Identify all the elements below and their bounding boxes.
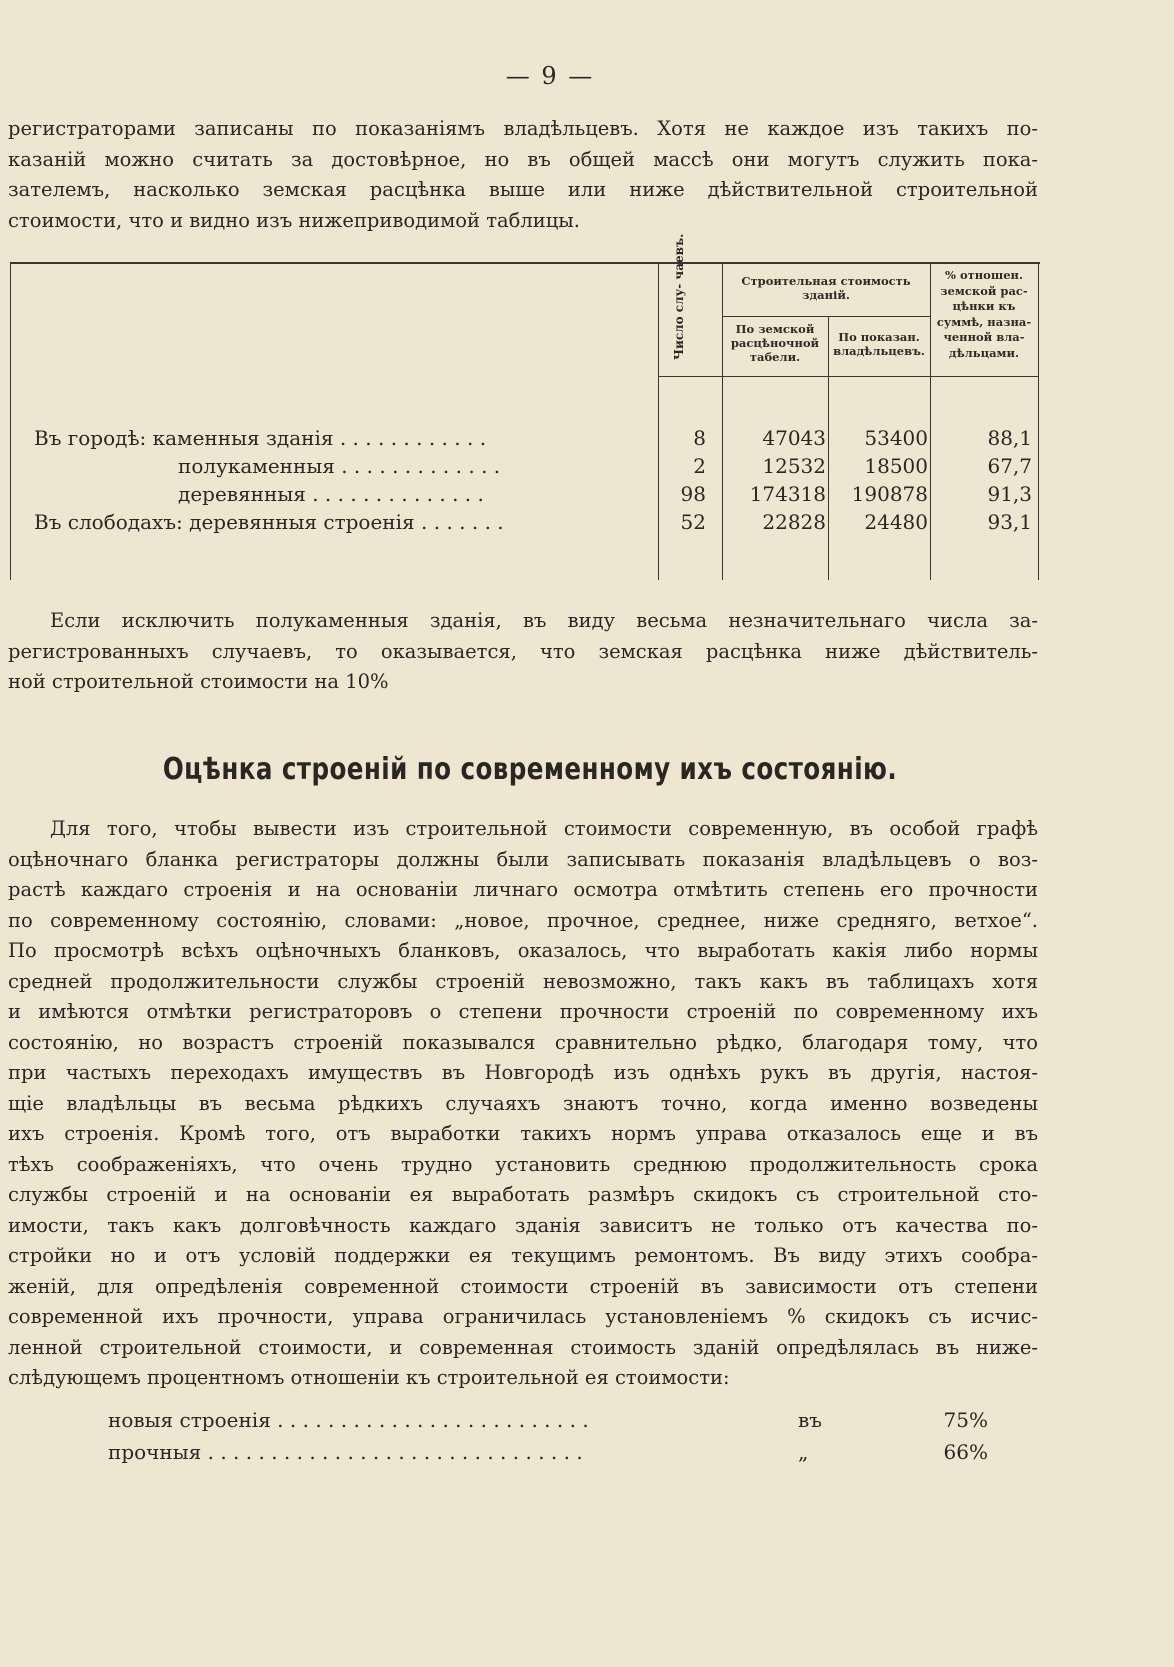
text-line: зателемъ, насколько земская расцѣнка выше или ниже дѣйствительной строительной <box>8 178 1038 201</box>
paragraph-assessment <box>8 814 1038 1394</box>
item-prefix: „ <box>798 1440 809 1464</box>
row-owner: 24480 <box>864 510 928 534</box>
table-row <box>10 482 1040 510</box>
paragraph-intro <box>8 114 1038 236</box>
header-count: Число слу- чаевъ. <box>672 233 686 360</box>
row-count: 98 <box>680 482 706 506</box>
text-line: оцѣночнаго бланка регистраторы должны были записывать показанія владѣльцевъ о воз- <box>8 847 1038 871</box>
text-line: по современному состоянію, словами: „новое, прочное, среднее, ниже средняго, ветхое“. <box>8 908 1038 932</box>
row-count: 52 <box>680 510 706 534</box>
table-row <box>10 510 1040 538</box>
row-percent: 88,1 <box>987 426 1032 450</box>
text-line: Для того, чтобы вывести изъ строительной стоимости современную, въ особой графѣ <box>50 817 1038 840</box>
text-line: ной строительной стоимости на 10% <box>8 670 389 693</box>
row-count: 2 <box>693 454 706 478</box>
text-line: женій, для опредѣленія современной стоимости строеній въ зависимости отъ степени <box>8 1274 1038 1298</box>
table-row <box>10 426 1040 454</box>
cost-comparison-table <box>10 233 1040 580</box>
item-percent: 75% <box>943 1408 988 1432</box>
text-line: и имѣются отмѣтки регистраторовъ о степени прочности строеній по современному ихъ <box>8 1000 1038 1023</box>
header-construction-cost: Строительная стоимость зданій. <box>741 274 911 302</box>
text-line: состоянію, но возрастъ строеній показывался сравнительно рѣдко, благодаря тому, что <box>8 1030 1038 1054</box>
text-line: службы строеній и на основаніи ея выработать размѣръ скидокъ съ строительной сто- <box>8 1183 1038 1206</box>
row-count: 8 <box>693 426 706 450</box>
row-zemsky: 12532 <box>762 454 826 478</box>
row-percent: 93,1 <box>987 510 1032 534</box>
text-line: тѣхъ соображеніяхъ, что очень трудно установить среднюю продолжительность срока <box>8 1152 1038 1176</box>
header-owner-rate: По показан. владѣльцевъ. <box>833 330 925 358</box>
row-zemsky: 22828 <box>762 510 826 534</box>
section-heading: Оцѣнка строеній по современному ихъ состоянію. <box>162 752 898 787</box>
depreciation-list <box>108 1408 988 1472</box>
text-line: стоимости, что и видно изъ нижеприводимой таблицы. <box>8 208 580 232</box>
row-owner: 190878 <box>851 482 928 506</box>
text-line: стройки но и отъ условій поддержки ея текущимъ ремонтомъ. Въ виду этихъ сообра- <box>8 1244 1038 1267</box>
item-percent: 66% <box>943 1440 988 1464</box>
header-percent: % отношен. земской рас- цѣнки къ суммѣ, назна- ченной вла- дѣльцами. <box>936 268 1032 360</box>
table-rule <box>722 316 930 317</box>
paragraph-conclusion <box>8 606 1038 698</box>
text-line: современной ихъ прочности, управа ограничилась установленіемъ % скидокъ съ исчис- <box>8 1305 1038 1328</box>
text-line: слѣдующемъ процентномъ отношеніи къ строительной ея стоимости: <box>8 1366 730 1389</box>
row-label: полукаменныя . . . . . . . . . . . . . <box>178 454 501 478</box>
table-rule <box>658 376 1038 377</box>
text-line: средней продолжительности службы строеній невозможно, такъ какъ въ таблицахъ хотя <box>8 969 1038 993</box>
row-label: Въ городѣ: каменныя зданія . . . . . . . . . . . . <box>34 426 487 450</box>
item-prefix: въ <box>798 1408 822 1432</box>
item-label: новыя строенія . . . . . . . . . . . . . . . . . . . . . . . . . <box>108 1408 589 1432</box>
header-zemsky-rate: По земской расцѣночной табели. <box>730 322 820 364</box>
text-line: регистрованныхъ случаевъ, то оказывается, что земская расцѣнка ниже дѣйствитель- <box>8 639 1038 663</box>
text-line: ленной строительной стоимости, и современная стоимость зданій опредѣлялась въ ниже- <box>8 1335 1038 1359</box>
list-item <box>108 1408 988 1440</box>
list-item <box>108 1440 988 1472</box>
item-label: прочныя . . . . . . . . . . . . . . . . . . . . . . . . . . . . . . <box>108 1440 583 1464</box>
text-line: По просмотрѣ всѣхъ оцѣночныхъ бланковъ, оказалось, что выработать какія либо нормы <box>8 939 1038 962</box>
text-line: ихъ строенія. Кромѣ того, отъ выработки такихъ нормъ управа отказалось еще и въ <box>8 1122 1038 1145</box>
row-zemsky: 47043 <box>762 426 826 450</box>
row-owner: 18500 <box>864 454 928 478</box>
text-line: регистраторами записаны по показаніямъ владѣльцевъ. Хотя не каждое изъ такихъ по- <box>8 117 1038 140</box>
row-label: Въ слободахъ: деревянныя строенія . . . . . . . <box>34 510 504 534</box>
text-line: щіе владѣльцы въ весьма рѣдкихъ случаяхъ знаютъ точно, когда именно возведены <box>8 1091 1038 1115</box>
page-number: — 9 — <box>505 62 595 90</box>
row-percent: 91,3 <box>987 482 1032 506</box>
text-line: казаній можно считать за достовѣрное, но въ общей массѣ они могутъ служить пока- <box>8 147 1038 171</box>
text-line: при частыхъ переходахъ имуществъ въ Новгородѣ изъ однѣхъ рукъ въ другія, настоя- <box>8 1061 1038 1084</box>
text-line: растѣ каждаго строенія и на основаніи личнаго осмотра отмѣтить степень его прочности <box>8 878 1038 901</box>
row-owner: 53400 <box>864 426 928 450</box>
row-label: деревянныя . . . . . . . . . . . . . . <box>178 482 484 506</box>
text-line: имости, такъ какъ долговѣчность каждаго зданія зависитъ не только отъ качества по- <box>8 1213 1038 1237</box>
text-line: Если исключить полукаменныя зданія, въ виду весьма незначительнаго числа за- <box>50 609 1038 632</box>
row-zemsky: 174318 <box>749 482 826 506</box>
row-percent: 67,7 <box>987 454 1032 478</box>
table-row <box>10 454 1040 482</box>
